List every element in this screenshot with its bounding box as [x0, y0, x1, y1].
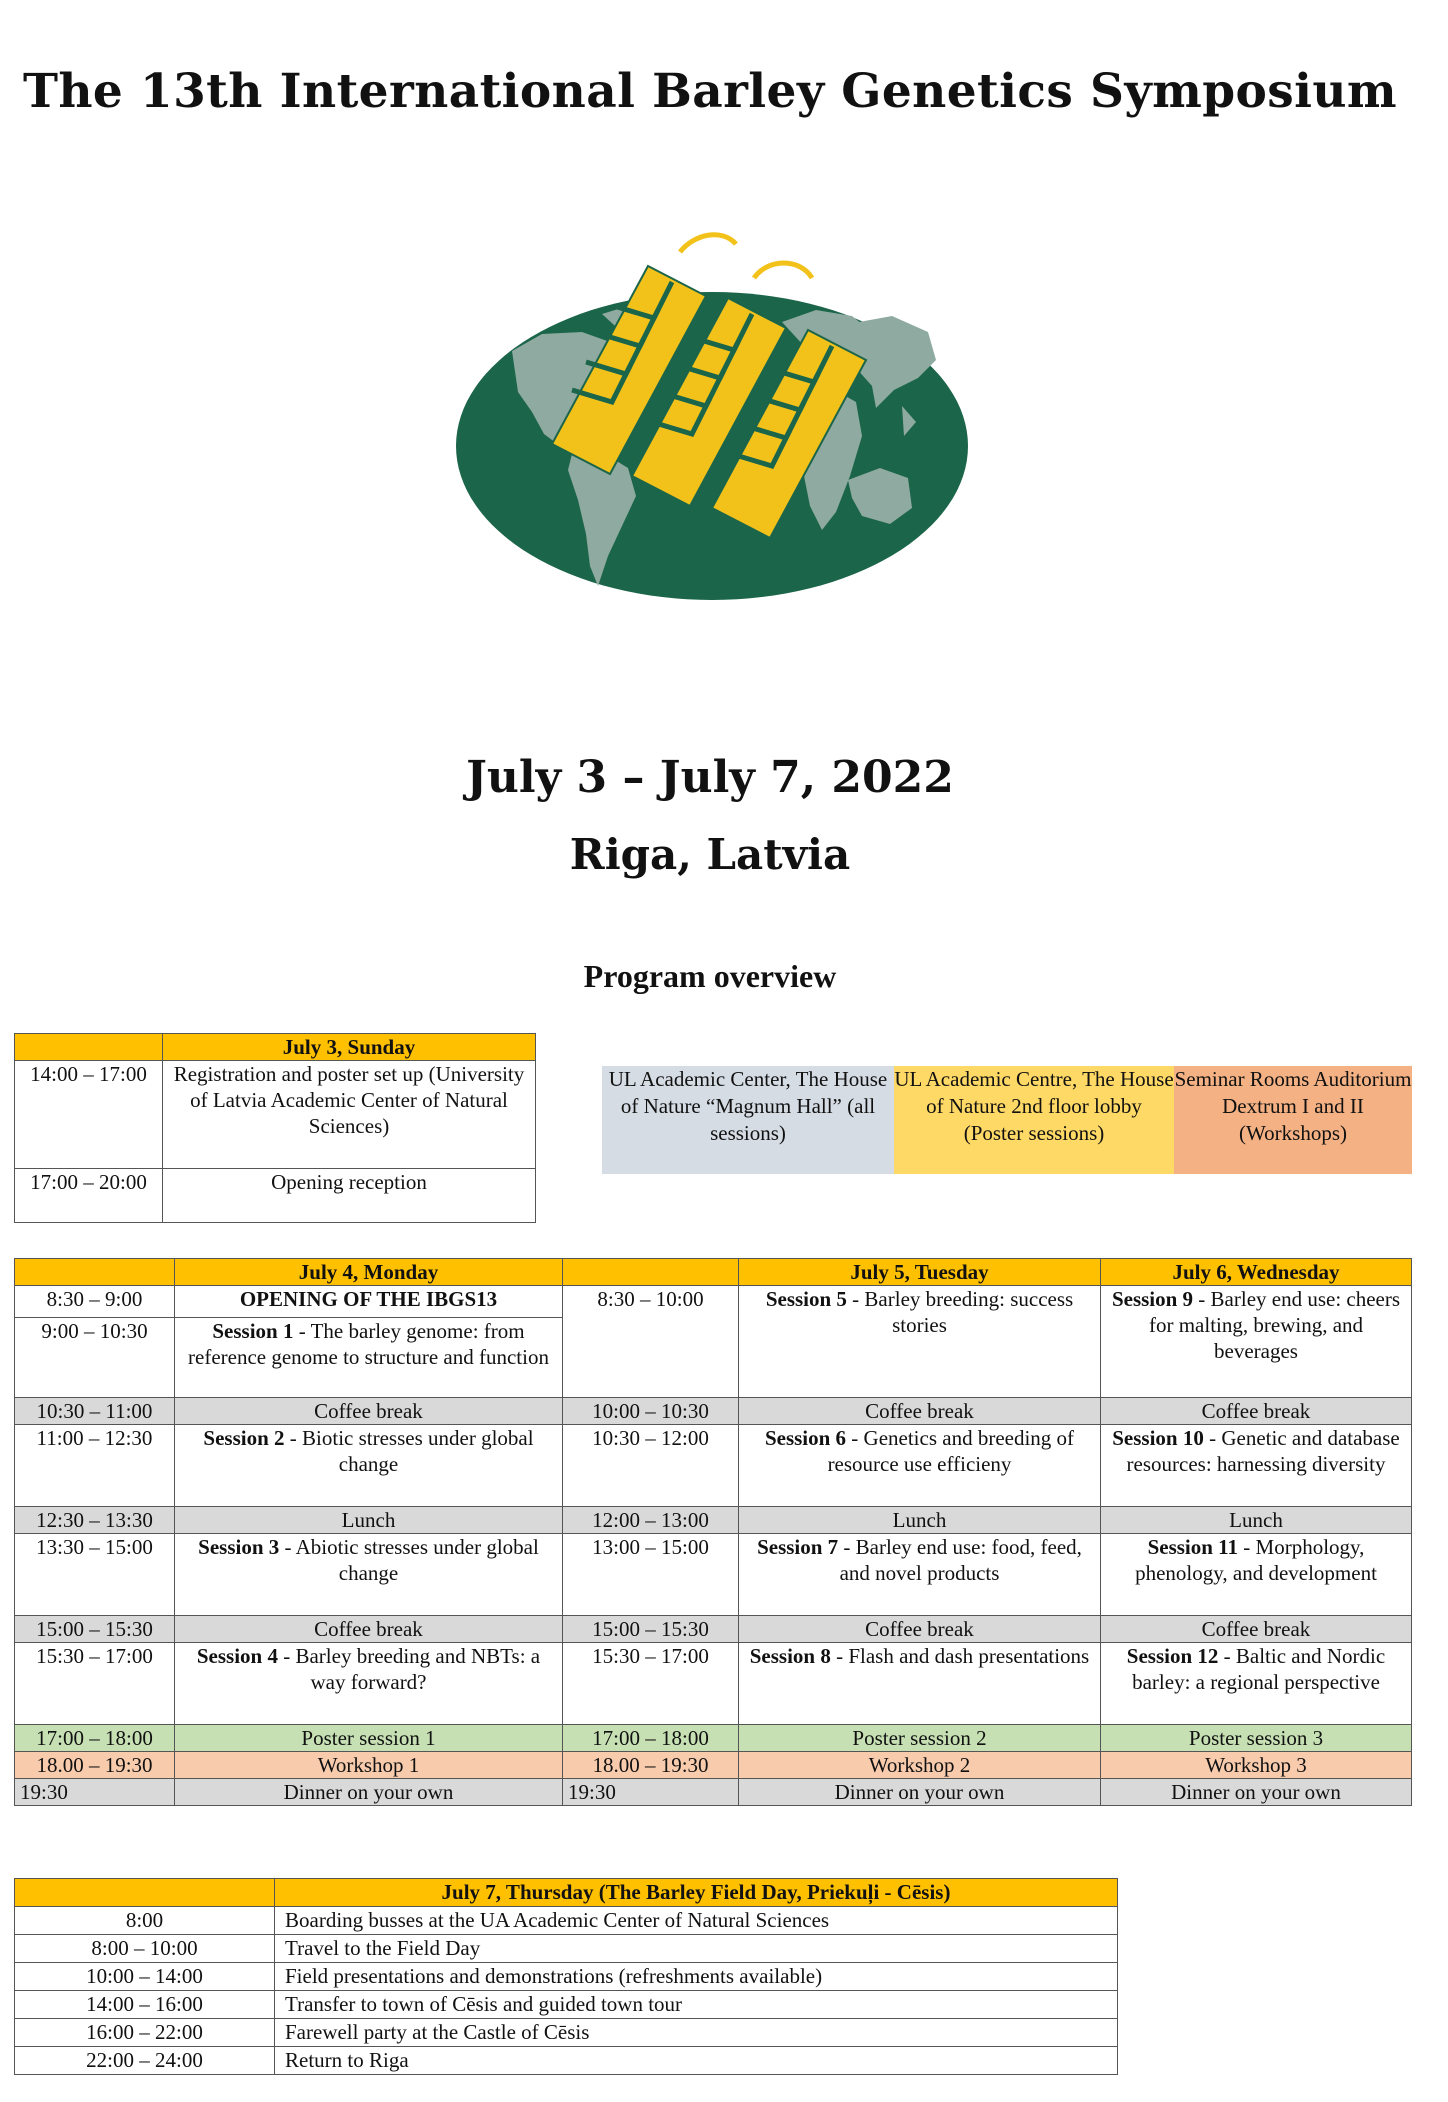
break-cell: Coffee break [1101, 1616, 1412, 1643]
activity-cell: Registration and poster set up (University of Latvia Academic Center of Natural Sciences) [163, 1061, 536, 1169]
empty-header-cell [15, 1259, 175, 1286]
time-cell: 15:00 – 15:30 [15, 1616, 175, 1643]
time-cell: 10:30 – 11:00 [15, 1398, 175, 1425]
table-row [15, 1169, 536, 1223]
time-cell: 15:00 – 15:30 [563, 1616, 739, 1643]
break-cell: Coffee break [175, 1616, 563, 1643]
session-label: Session 6 [764, 1426, 847, 1450]
poster-cell: Poster session 1 [175, 1725, 563, 1752]
table-row [15, 1643, 1412, 1725]
session-title: - Flash and dash presentations [830, 1644, 1090, 1668]
session-cell [1101, 1286, 1412, 1398]
session-title: - Abiotic stresses under global change [279, 1535, 539, 1585]
workshop-cell: Workshop 1 [175, 1752, 563, 1779]
time-cell: 14:00 – 16:00 [15, 1991, 275, 2019]
time-cell: 12:00 – 13:00 [563, 1507, 739, 1534]
lunch-cell: Lunch [175, 1507, 563, 1534]
lunch-cell: Lunch [1101, 1507, 1412, 1534]
time-cell: 14:00 – 17:00 [15, 1061, 163, 1169]
day-header: July 3, Sunday [163, 1034, 536, 1061]
activity-cell: Return to Riga [275, 2047, 1118, 2075]
break-cell: Coffee break [1101, 1398, 1412, 1425]
time-cell: 8:30 – 9:00 [15, 1286, 175, 1318]
wednesday-header: July 6, Wednesday [1101, 1259, 1412, 1286]
activity-cell: Transfer to town of Cēsis and guided town tour [275, 1991, 1118, 2019]
table-header-row [15, 1034, 536, 1061]
time-cell: 18.00 – 19:30 [15, 1752, 175, 1779]
table-row [15, 1398, 1412, 1425]
session-title: - The barley genome: from reference genome to structure and function [188, 1319, 549, 1369]
legend-magnum-hall: UL Academic Center, The House of Nature “Magnum Hall” (all sessions) [602, 1066, 894, 1174]
time-cell: 18.00 – 19:30 [563, 1752, 739, 1779]
empty-header-cell [15, 1034, 163, 1061]
legend-workshop-rooms: Seminar Rooms Auditorium Dextrum I and II (Workshops) [1174, 1066, 1412, 1174]
table-header-row [15, 1879, 1118, 1907]
session-cell [739, 1425, 1101, 1507]
lunch-cell: Lunch [739, 1507, 1101, 1534]
time-cell: 15:30 – 17:00 [15, 1643, 175, 1725]
table-row [15, 1507, 1412, 1534]
session-title: - Barley breeding: success stories [846, 1287, 1074, 1337]
break-cell: Coffee break [739, 1398, 1101, 1425]
time-cell: 17:00 – 20:00 [15, 1169, 163, 1223]
symposium-logo [432, 146, 980, 694]
time-cell: 10:00 – 14:00 [15, 1963, 275, 1991]
table-row [15, 1935, 1118, 1963]
table-row [15, 2019, 1118, 2047]
thursday-schedule-table [14, 1878, 1118, 2075]
page-title: The 13th International Barley Genetics Symposium [22, 64, 1398, 119]
tuesday-header: July 5, Tuesday [739, 1259, 1101, 1286]
table-row [15, 1907, 1118, 1935]
workshop-cell: Workshop 3 [1101, 1752, 1412, 1779]
session-cell [175, 1643, 563, 1725]
session-title: - Morphology, phenology, and development [1135, 1535, 1377, 1585]
session-title: - Barley end use: food, feed, and novel products [838, 1535, 1082, 1585]
time-cell: 9:00 – 10:30 [15, 1318, 175, 1398]
session-title: - Barley breeding and NBTs: a way forward? [277, 1644, 541, 1694]
session-cell [739, 1534, 1101, 1616]
session-label: Session 10 [1112, 1426, 1204, 1450]
table-row [15, 1779, 1412, 1806]
table-row [15, 1752, 1412, 1779]
time-cell: 13:00 – 15:00 [563, 1534, 739, 1616]
session-title: - Genetic and database resources: harnessing diversity [1126, 1426, 1400, 1476]
session-cell [1101, 1643, 1412, 1725]
session-label: Session 1 [212, 1319, 294, 1343]
section-heading: Program overview [583, 958, 837, 994]
empty-header-cell [563, 1259, 739, 1286]
poster-cell: Poster session 3 [1101, 1725, 1412, 1752]
session-title: - Genetics and breeding of resource use efficieny [827, 1426, 1075, 1476]
dinner-cell: Dinner on your own [739, 1779, 1101, 1806]
barley-globe-logo-icon [432, 146, 980, 694]
session-cell [1101, 1425, 1412, 1507]
activity-cell: Opening reception [163, 1169, 536, 1223]
table-row [15, 1725, 1412, 1752]
break-cell: Coffee break [739, 1616, 1101, 1643]
session-label: Session 12 [1126, 1644, 1219, 1668]
time-cell: 10:30 – 12:00 [563, 1425, 739, 1507]
table-row [15, 1061, 536, 1169]
session-cell [739, 1643, 1101, 1725]
session-title: - Biotic stresses under global change [284, 1426, 534, 1476]
table-row [15, 1963, 1118, 1991]
session-label: Session 3 [198, 1535, 280, 1559]
empty-header-cell [15, 1879, 275, 1907]
table-row [15, 1534, 1412, 1616]
session-label: Session 2 [203, 1426, 285, 1450]
session-label: Session 9 [1111, 1287, 1194, 1311]
session-label: Session 8 [749, 1644, 831, 1668]
session-title: - Baltic and Nordic barley: a regional perspective [1132, 1644, 1386, 1694]
day-header: July 7, Thursday (The Barley Field Day, Priekuļi - Cēsis) [275, 1879, 1118, 1907]
time-cell: 22:00 – 24:00 [15, 2047, 275, 2075]
table-row [15, 1425, 1412, 1507]
activity-cell: Boarding busses at the UA Academic Center of Natural Sciences [275, 1907, 1118, 1935]
dinner-cell: Dinner on your own [175, 1779, 563, 1806]
dinner-cell: Dinner on your own [1101, 1779, 1412, 1806]
session-cell [1101, 1534, 1412, 1616]
session-cell [175, 1534, 563, 1616]
session-label: Session 7 [757, 1535, 839, 1559]
session-label: Session 4 [196, 1644, 278, 1668]
opening-label: OPENING OF THE IBGS13 [239, 1287, 498, 1311]
opening-cell [175, 1286, 563, 1318]
event-location: Riga, Latvia [569, 830, 851, 879]
time-cell: 11:00 – 12:30 [15, 1425, 175, 1507]
time-cell: 8:30 – 10:00 [563, 1286, 739, 1398]
legend-poster-lobby: UL Academic Centre, The House of Nature 2nd floor lobby (Poster sessions) [894, 1066, 1174, 1174]
table-row [15, 1991, 1118, 2019]
time-cell: 10:00 – 10:30 [563, 1398, 739, 1425]
sunday-schedule-table [14, 1033, 536, 1223]
time-cell: 19:30 [15, 1779, 175, 1806]
time-cell: 15:30 – 17:00 [563, 1643, 739, 1725]
session-label: Session 11 [1147, 1535, 1239, 1559]
activity-cell: Field presentations and demonstrations (refreshments available) [275, 1963, 1118, 1991]
table-row [15, 2047, 1118, 2075]
session-label: Session 5 [765, 1287, 847, 1311]
time-cell: 8:00 [15, 1907, 275, 1935]
time-cell: 17:00 – 18:00 [15, 1725, 175, 1752]
table-header-row [15, 1259, 1412, 1286]
time-cell: 17:00 – 18:00 [563, 1725, 739, 1752]
session-title: - Barley end use: cheers for malting, brewing, and beverages [1148, 1287, 1401, 1363]
time-cell: 12:30 – 13:30 [15, 1507, 175, 1534]
table-row [15, 1616, 1412, 1643]
table-row [15, 1286, 1412, 1318]
time-cell: 16:00 – 22:00 [15, 2019, 275, 2047]
session-cell [739, 1286, 1101, 1398]
activity-cell: Travel to the Field Day [275, 1935, 1118, 1963]
event-dates: July 3 – July 7, 2022 [466, 752, 954, 803]
break-cell: Coffee break [175, 1398, 563, 1425]
time-cell: 8:00 – 10:00 [15, 1935, 275, 1963]
main-schedule-table [14, 1258, 1412, 1806]
time-cell: 19:30 [563, 1779, 739, 1806]
activity-cell: Farewell party at the Castle of Cēsis [275, 2019, 1118, 2047]
monday-header: July 4, Monday [175, 1259, 563, 1286]
poster-cell: Poster session 2 [739, 1725, 1101, 1752]
session-cell [175, 1318, 563, 1398]
session-cell [175, 1425, 563, 1507]
workshop-cell: Workshop 2 [739, 1752, 1101, 1779]
time-cell: 13:30 – 15:00 [15, 1534, 175, 1616]
